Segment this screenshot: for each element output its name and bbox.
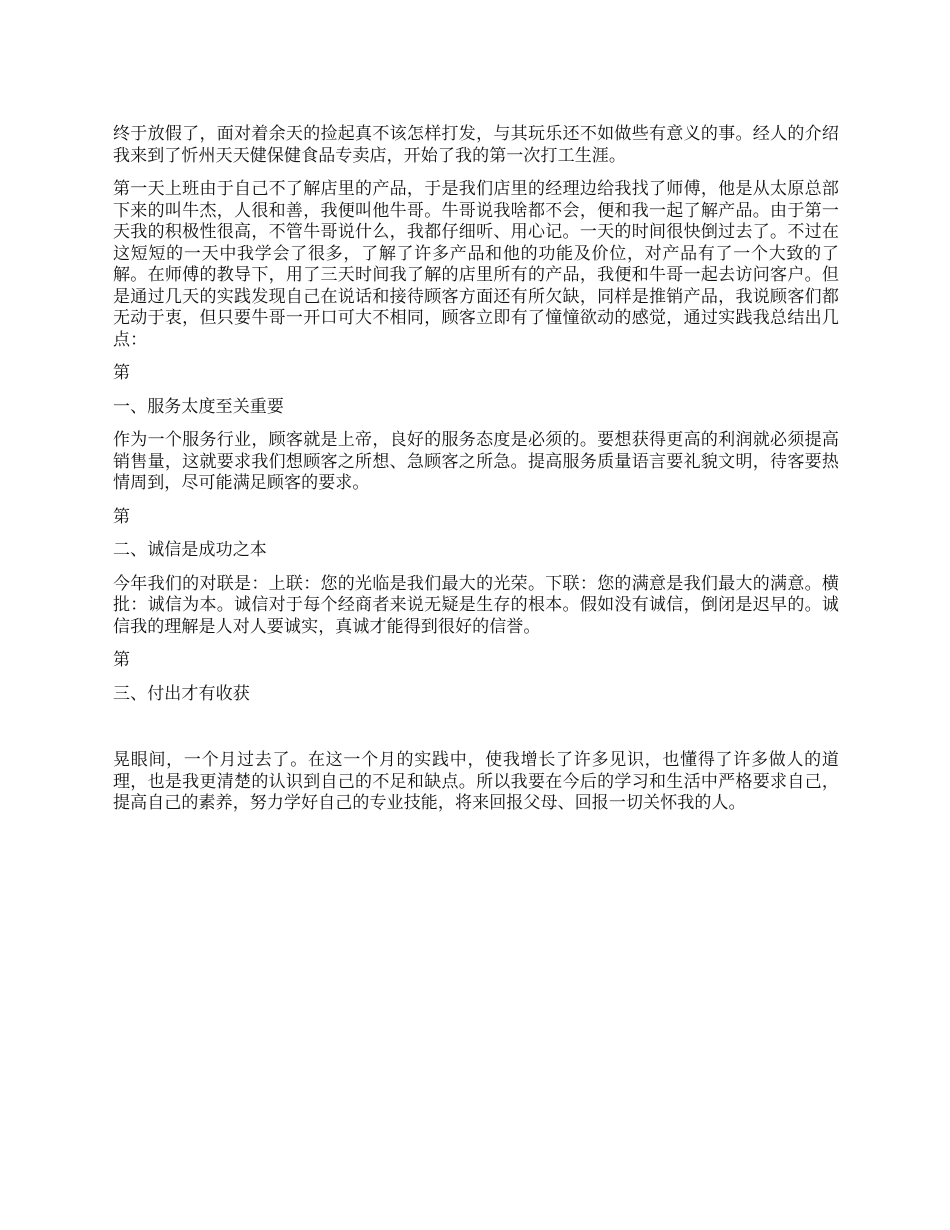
intro-paragraph-2: 第一天上班由于自己不了解店里的产品，于是我们店里的经理边给我找了师傅，他是从太原总部下来的叫牛杰，人很和善，我便叫他牛哥。牛哥说我啥都不会，便和我一起了解产品。由于第一天我的积极性很高，不管牛哥说什么，我都仔细听、用心记。一天的时间很快倒过去了。不过在这短短的一天中我学会了很多，了解了许多产品和他的功能及价位，对产品有了一个大致的了解。在师傅的教导下，用了三天时间我了解的店里所有的产品，我便和牛哥一起去访问客户。但是通过几天的实践发现自己在说话和接待顾客方面还有所欠缺，同样是推销产品，我说顾客们都无动于衷，但只要牛哥一开口可大不相同，顾客立即有了憧憧欲动的感觉，通过实践我总结出几点： xyxy=(113,179,839,350)
section-1-marker: 第 xyxy=(113,363,131,383)
closing-paragraph: 晃眼间，一个月过去了。在这一个月的实践中，使我增长了许多见识，也懂得了许多做人的道理，也是我更清楚的认识到自己的不足和缺点。所以我要在今后的学习和生活中严格要求自己，提高自己的素养，努力学好自己的专业技能，将来回报父母、回报一切关怀我的人。 xyxy=(113,750,839,813)
section-1-heading: 一、服务太度至关重要 xyxy=(113,396,284,417)
section-3-empty-body xyxy=(113,717,839,750)
section-2-marker: 第 xyxy=(113,506,131,527)
section-1-body: 作为一个服务行业，顾客就是上帝，良好的服务态度是必须的。要想获得更高的利润就必须提高销售量，这就要求我们想顾客之所想、急顾客之所急。提高服务质量语言要礼貌文明，待客要热情周到，尽可能满足顾客的要求。 xyxy=(113,430,839,493)
intro-paragraph-1: 终于放假了，面对着余天的捡起真不该怎样打发，与其玩乐还不如做些有意义的事。经人的介绍我来到了忻州天天健保健食品专卖店，开始了我的第一次打工生涯。 xyxy=(113,124,839,166)
section-3-marker: 第 xyxy=(113,650,131,670)
document-page xyxy=(113,124,839,827)
section-2-heading: 二、诚信是成功之本 xyxy=(113,540,267,560)
section-2-body: 今年我们的对联是：上联：您的光临是我们最大的光荣。下联：您的满意是我们最大的满意。横批：诚信为本。诚信对于每个经商者来说无疑是生存的根本。假如没有诚信，倒闭是迟早的。诚信我的理解是人对人要诚实，真诚才能得到很好的信誉。 xyxy=(113,573,839,637)
section-3-heading: 三、付出才有收获 xyxy=(113,683,250,704)
